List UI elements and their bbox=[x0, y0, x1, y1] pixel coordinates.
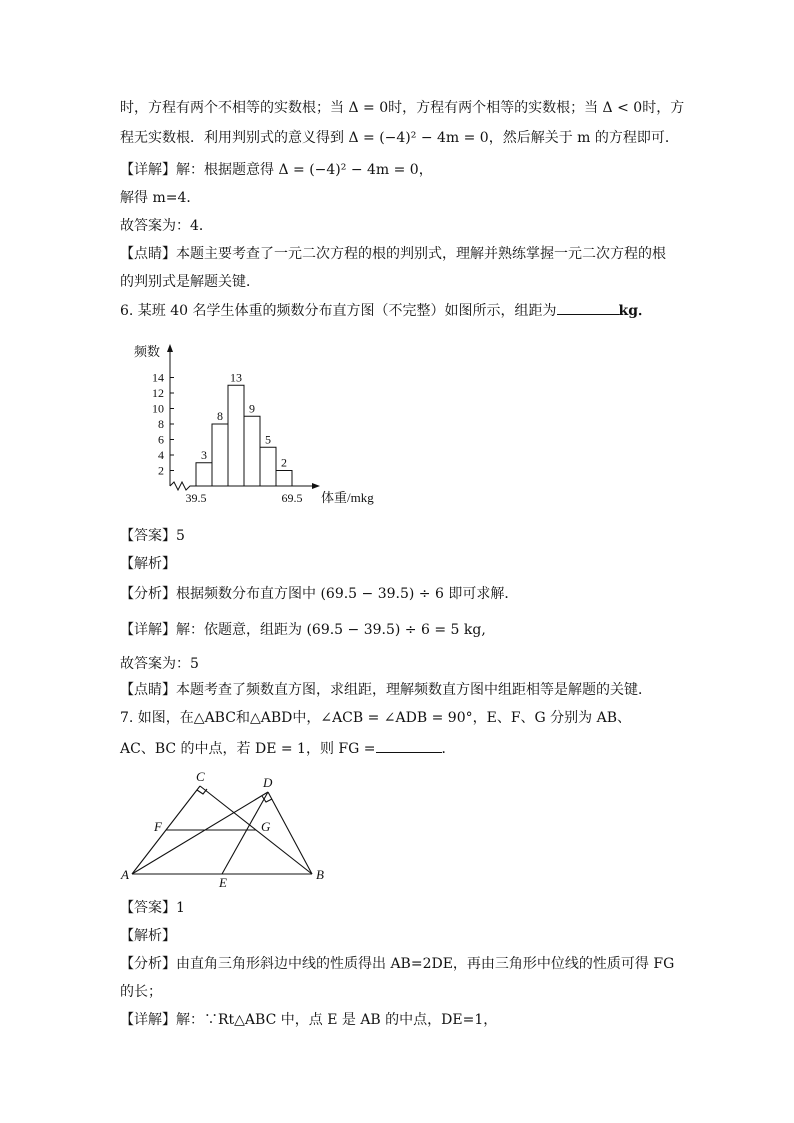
y-axis-arrow bbox=[167, 344, 173, 352]
text-line: 解得 m=4． bbox=[120, 190, 201, 206]
axis-break bbox=[170, 482, 196, 490]
segment-db bbox=[268, 792, 312, 874]
histogram-bar bbox=[212, 424, 228, 486]
y-tick-label: 6 bbox=[158, 432, 164, 447]
period: ． bbox=[441, 741, 456, 757]
bar-value-label: 3 bbox=[201, 447, 207, 462]
analysis-heading: 【解析】 bbox=[120, 556, 176, 572]
question-6 bbox=[120, 300, 652, 321]
histogram-bar bbox=[244, 416, 260, 486]
y-tick-label: 2 bbox=[158, 463, 164, 478]
text-line: 故答案为：5 bbox=[120, 656, 199, 672]
label-f: F bbox=[154, 819, 162, 834]
text-line: 【点睛】本题考查了频数直方图，求组距，理解频数直方图中组距相等是解题的关键． bbox=[120, 682, 652, 698]
label-a: A bbox=[121, 867, 129, 882]
unit-label: kg． bbox=[618, 303, 653, 319]
x-axis-arrow bbox=[312, 483, 320, 489]
detail-text: 【详解】解：依题意，组距为 (69.5 − 39.5) ÷ 6 = 5 kg, bbox=[120, 622, 486, 638]
text-line: 程无实数根．利用判别式的意义得到 Δ = (−4)² − 4m = 0，然后解关于 m 的方程即可． bbox=[120, 130, 679, 146]
bar-value-label: 2 bbox=[281, 455, 287, 470]
answer-7: 【答案】1 bbox=[120, 900, 185, 916]
bar-value-label: 8 bbox=[217, 409, 223, 423]
y-tick-label: 8 bbox=[158, 417, 164, 431]
text-line: 故答案为：4． bbox=[120, 218, 213, 234]
bar-value-label: 5 bbox=[265, 432, 271, 447]
detail-text: 【详解】解：∵Rt△ABC 中，点 E 是 AB 的中点，DE=1， bbox=[120, 1012, 498, 1028]
analysis-text: 【分析】由直角三角形斜边中线的性质得出 AB=2DE，再由三角形中位线的性质可得 FG bbox=[120, 956, 675, 972]
y-tick-label: 14 bbox=[152, 370, 164, 385]
question-7-text: AC、BC 的中点，若 DE = 1，则 FG = bbox=[120, 741, 376, 757]
y-tick-label: 4 bbox=[158, 448, 164, 462]
question-7-line-2 bbox=[120, 738, 456, 759]
analysis-heading: 【解析】 bbox=[120, 928, 176, 944]
label-d: D bbox=[263, 775, 273, 790]
label-e: E bbox=[219, 875, 227, 890]
label-c: C bbox=[196, 769, 205, 784]
frequency-histogram bbox=[118, 340, 388, 510]
label-b: B bbox=[316, 867, 324, 882]
question-7-line-1: 7. 如图，在△ABC和△ABD中，∠ACB = ∠ADB = 90°，E、F、G 分别为 AB、 bbox=[120, 710, 632, 726]
histogram-bar bbox=[260, 447, 276, 486]
answer-blank bbox=[557, 300, 619, 315]
text-line: 【点睛】本题主要考查了一元二次方程的根的判别式，理解并熟练掌握一元二次方程的根 bbox=[120, 246, 666, 262]
text-line: 时，方程有两个不相等的实数根；当 Δ = 0时，方程有两个相等的实数根；当 Δ < 0时，方 bbox=[120, 100, 685, 116]
answer-6: 【答案】5 bbox=[120, 528, 185, 544]
histogram-bar bbox=[276, 471, 292, 487]
y-tick-label: 10 bbox=[152, 401, 164, 416]
analysis-text-cont: 的长； bbox=[120, 984, 162, 1000]
analysis-text: 【分析】根据频数分布直方图中 (69.5 − 39.5) ÷ 6 即可求解． bbox=[120, 586, 519, 602]
segment-ad bbox=[132, 792, 268, 874]
answer-blank bbox=[376, 738, 442, 753]
histogram-bar bbox=[196, 463, 212, 486]
histogram-bar bbox=[228, 385, 244, 486]
label-g: G bbox=[261, 819, 271, 834]
x-start-label: 39.5 bbox=[185, 491, 207, 505]
text-line: 【详解】解：根据题意得 Δ = (−4)² − 4m = 0， bbox=[120, 162, 433, 178]
y-tick-label: 12 bbox=[152, 386, 164, 400]
text-line: 的判别式是解题关键． bbox=[120, 274, 260, 290]
y-axis-label: 频数 bbox=[134, 344, 161, 359]
question-6-text: 6. 某班 40 名学生体重的频数分布直方图（不完整）如图所示，组距为 bbox=[120, 303, 557, 319]
triangle-figure bbox=[118, 768, 338, 892]
x-axis-label: 体重/mkg bbox=[321, 490, 374, 505]
x-end-label: 69.5 bbox=[281, 491, 303, 505]
bar-value-label: 9 bbox=[249, 401, 255, 416]
bar-value-label: 13 bbox=[230, 370, 242, 385]
